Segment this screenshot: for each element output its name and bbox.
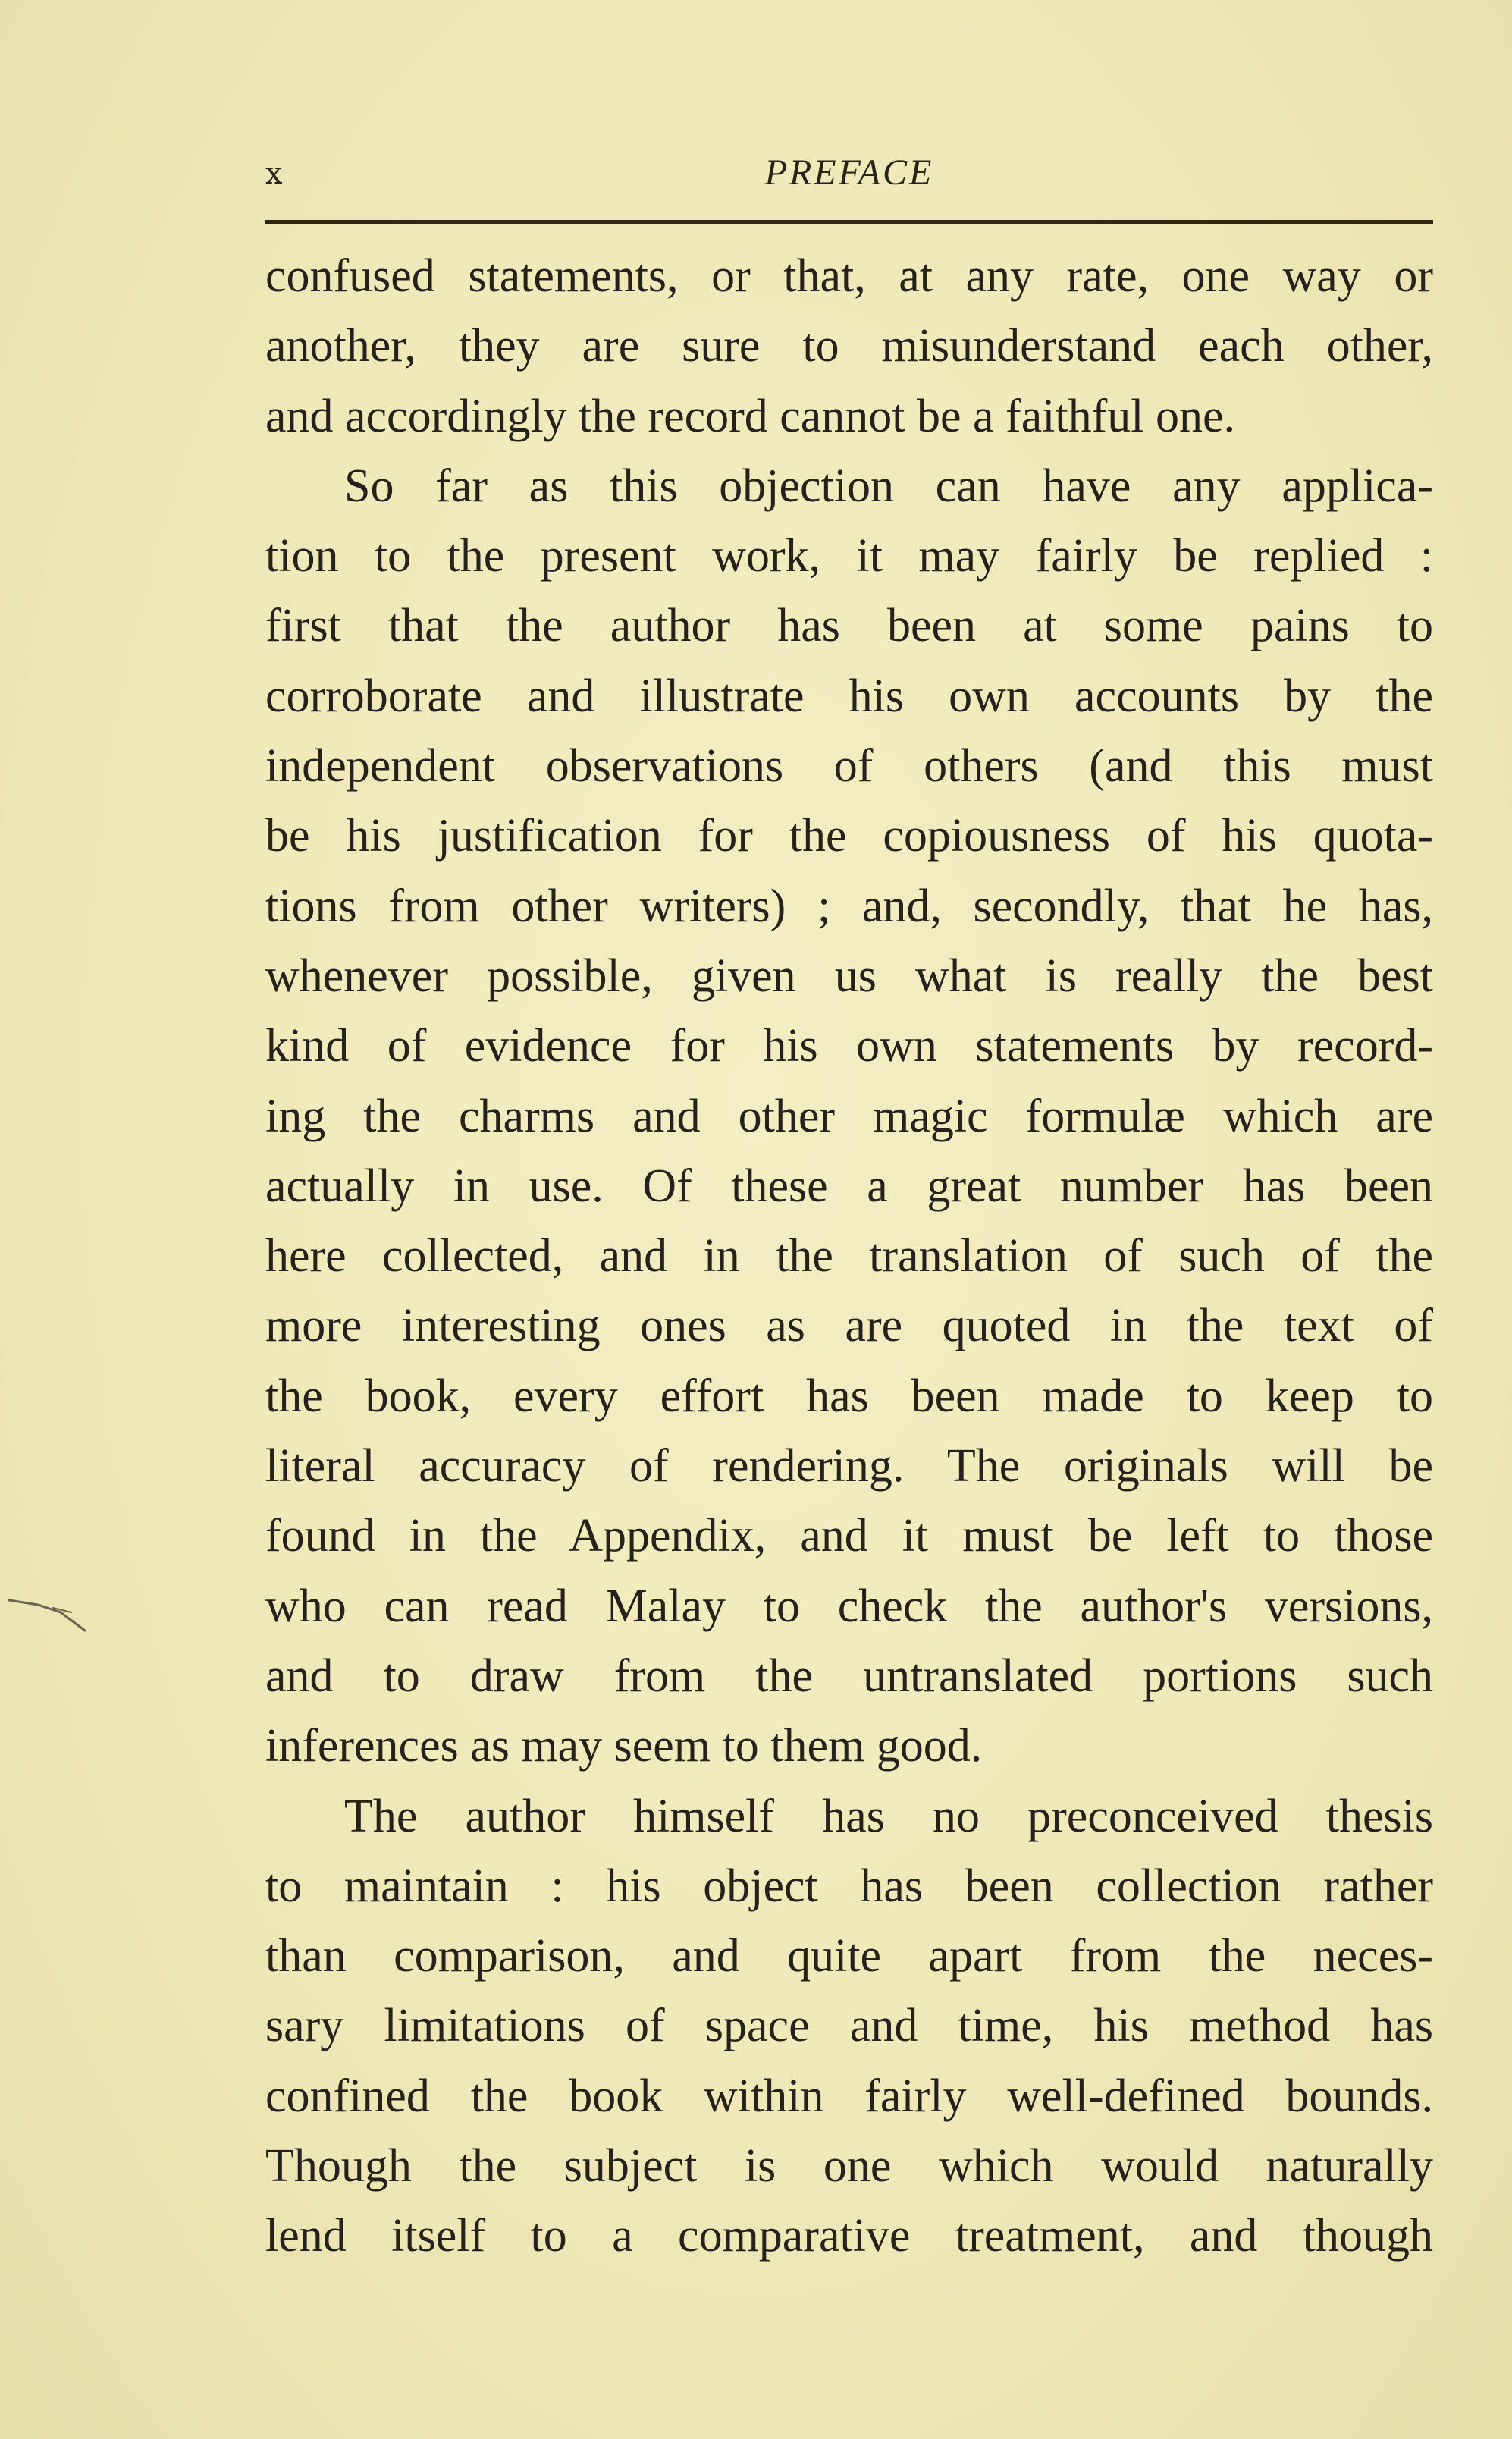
text-line: more interesting ones as are quoted in the text of xyxy=(265,1300,1433,1352)
text-line: literal accuracy of rendering. The originals will be xyxy=(265,1440,1433,1493)
text-line: sary limitations of space and time, his method has xyxy=(265,2000,1433,2052)
text-line: tions from other writers) ; and, secondly, that he has, xyxy=(265,880,1433,932)
text-line: confined the book within fairly well-defined bounds. xyxy=(265,2070,1433,2122)
header-rule xyxy=(265,220,1433,224)
text-line: lend itself to a comparative treatment, and though xyxy=(265,2210,1433,2262)
text-line: and accordingly the record cannot be a faithful one. xyxy=(265,390,1236,442)
text-line: than comparison, and quite apart from the neces- xyxy=(265,1930,1433,1982)
text-line: and to draw from the untranslated portions such xyxy=(265,1650,1433,1702)
text-line: ing the charms and other magic formulæ which are xyxy=(265,1090,1433,1142)
text-line: independent observations of others (and this must xyxy=(265,740,1433,793)
text-line: found in the Appendix, and it must be left to those xyxy=(265,1510,1433,1562)
text-line: actually in use. Of these a great number has been xyxy=(265,1160,1433,1212)
text-line: the book, every effort has been made to keep to xyxy=(265,1370,1433,1422)
text-line: kind of evidence for his own statements by record- xyxy=(265,1020,1433,1072)
page-number: x xyxy=(265,156,283,191)
text-line: first that the author has been at some pains to xyxy=(265,600,1433,652)
text-line: tion to the present work, it may fairly be replied : xyxy=(265,530,1433,582)
text-line: another, they are sure to misunderstand each other, xyxy=(265,320,1433,372)
page-header xyxy=(265,149,1433,202)
text-line: who can read Malay to check the author's versions, xyxy=(265,1580,1433,1632)
text-line: here collected, and in the translation of such of the xyxy=(265,1230,1433,1282)
text-line: corroborate and illustrate his own accounts by the xyxy=(265,670,1433,722)
text-line: Though the subject is one which would naturally xyxy=(265,2140,1433,2193)
text-line: inferences as may seem to them good. xyxy=(265,1720,983,1772)
text-line: be his justification for the copiousness of his quota- xyxy=(265,810,1433,862)
text-line: The author himself has no preconceived thesis xyxy=(344,1790,1433,1842)
body-text xyxy=(265,241,1433,2271)
text-line: confused statements, or that, at any rate, one way or xyxy=(265,250,1433,302)
text-line: to maintain : his object has been collection rather xyxy=(265,1860,1433,1912)
text-line: whenever possible, given us what is really the best xyxy=(265,950,1433,1002)
text-line: So far as this objection can have any applica- xyxy=(344,460,1433,512)
running-head: PREFACE xyxy=(764,152,934,193)
margin-pencil-mark xyxy=(8,1577,91,1638)
